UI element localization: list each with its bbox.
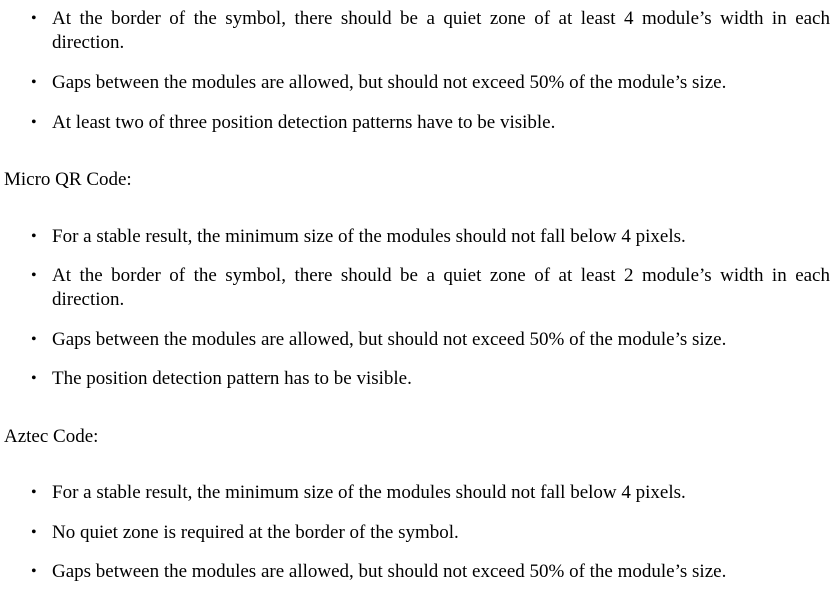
bullet-icon: • bbox=[31, 228, 37, 245]
list-item-text: At least two of three position detection patterns have to be visible. bbox=[52, 112, 556, 133]
bullet-icon: • bbox=[31, 267, 37, 284]
bullet-icon: • bbox=[31, 563, 37, 580]
list-item-text: Gaps between the modules are allowed, but should not exceed 50% of the module’s size. bbox=[52, 561, 727, 582]
list-item-text: At the border of the symbol, there should be a quiet zone of at least 4 module’s width in each direction. bbox=[52, 8, 830, 53]
bullet-icon: • bbox=[31, 10, 37, 27]
bullet-icon: • bbox=[31, 370, 37, 387]
section-heading-micro-qr: Micro QR Code: bbox=[4, 169, 132, 190]
list-item bbox=[31, 111, 830, 135]
list-item bbox=[31, 560, 830, 584]
bullet-icon: • bbox=[31, 74, 37, 91]
bullet-icon: • bbox=[31, 331, 37, 348]
list-item bbox=[31, 481, 830, 505]
bullet-icon: • bbox=[31, 114, 37, 131]
list-item-text: For a stable result, the minimum size of the modules should not fall below 4 pixels. bbox=[52, 482, 686, 503]
list-item bbox=[31, 367, 830, 391]
list-item bbox=[31, 71, 830, 95]
list-item-text: Gaps between the modules are allowed, but should not exceed 50% of the module’s size. bbox=[52, 329, 727, 350]
section-heading-aztec: Aztec Code: bbox=[4, 426, 99, 447]
list-item bbox=[31, 225, 830, 249]
list-item bbox=[31, 328, 830, 352]
list-item-text: At the border of the symbol, there should be a quiet zone of at least 2 module’s width in each direction. bbox=[52, 265, 830, 310]
list-item-text: No quiet zone is required at the border of the symbol. bbox=[52, 522, 459, 543]
bullet-icon: • bbox=[31, 484, 37, 501]
list-item bbox=[31, 7, 830, 55]
bullet-icon: • bbox=[31, 524, 37, 541]
list-item-text: Gaps between the modules are allowed, but should not exceed 50% of the module’s size. bbox=[52, 72, 727, 93]
list-item-text: For a stable result, the minimum size of the modules should not fall below 4 pixels. bbox=[52, 226, 686, 247]
list-item bbox=[31, 521, 830, 545]
list-item-text: The position detection pattern has to be visible. bbox=[52, 368, 412, 389]
list-item bbox=[31, 264, 830, 312]
